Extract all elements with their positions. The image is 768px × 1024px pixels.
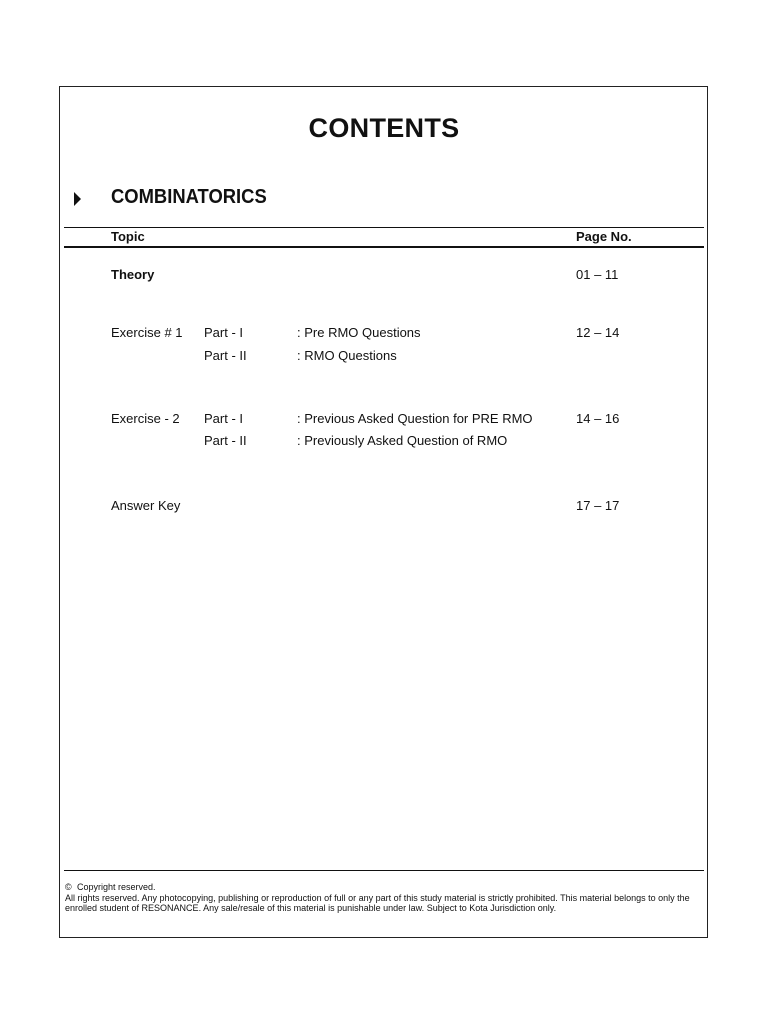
answer-key-pages: 17 – 17: [576, 498, 620, 513]
footer-rule: [64, 870, 704, 871]
exercise-2-label: Exercise - 2: [111, 411, 180, 426]
exercise-1-part-1: Part - I: [204, 325, 244, 340]
exercise-1-label: Exercise # 1: [111, 325, 183, 340]
column-header-topic: Topic: [111, 229, 145, 244]
footer: [65, 882, 705, 914]
copyright-line: [65, 882, 705, 893]
column-header-page-no: Page No.: [576, 229, 632, 244]
exercise-2-part-2: Part - II: [204, 433, 247, 448]
exercise-2-part-1: Part - I: [204, 411, 244, 426]
exercise-1-part-1-desc: : Pre RMO Questions: [297, 325, 421, 340]
theory-label: Theory: [111, 267, 155, 282]
table-header-rule: [64, 246, 704, 248]
section-title: COMBINATORICS: [111, 186, 267, 208]
exercise-1-part-2-desc: : RMO Questions: [297, 348, 397, 363]
page-title: CONTENTS: [308, 113, 460, 143]
copyright-notice: All rights reserved. Any photocopying, publishing or reproduction of full or any part of this study material is strictly prohibited. This material belongs to only the enrolled student of RESONANCE. Any sale/resale of this material is punishable under law. Subject to Kota Jurisdiction only.: [65, 892, 690, 913]
copyright-icon: ©: [65, 882, 72, 892]
exercise-2-pages: 14 – 16: [576, 411, 620, 426]
answer-key-label: Answer Key: [111, 498, 181, 513]
triangle-right-icon: [74, 192, 81, 206]
theory-pages: 01 – 11: [576, 267, 619, 282]
exercise-1-pages: 12 – 14: [576, 325, 620, 340]
exercise-2-part-1-desc: : Previous Asked Question for PRE RMO: [297, 411, 533, 426]
exercise-2-part-2-desc: : Previously Asked Question of RMO: [297, 433, 508, 448]
copyright-text: Copyright reserved.: [77, 882, 156, 892]
table-top-rule: [64, 227, 704, 228]
exercise-1-part-2: Part - II: [204, 348, 247, 363]
